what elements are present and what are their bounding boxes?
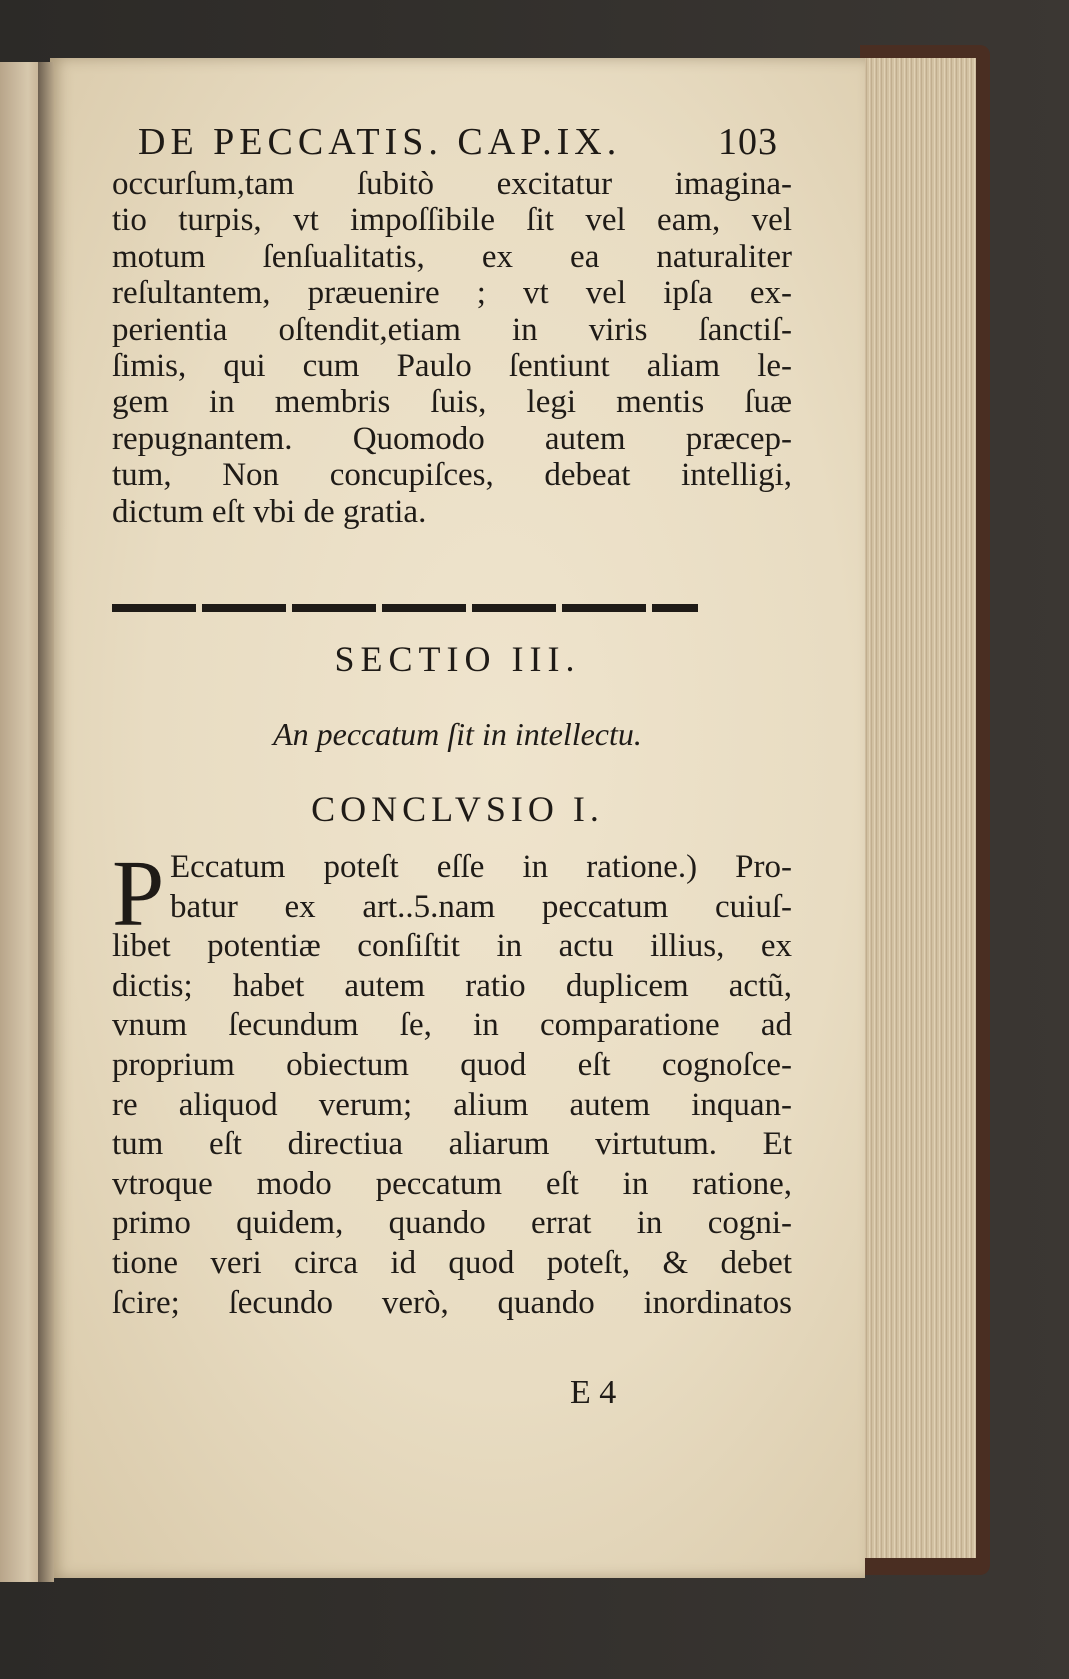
text-line: tum, Non concupiſces, debeat intelligi, bbox=[112, 457, 792, 494]
left-page-edge bbox=[0, 62, 42, 1582]
text-line: perientia oſtendit,etiam in viris ſanctiſ- bbox=[112, 311, 792, 348]
text-line: Eccatum poteſt eſſe in ratione.) Pro- bbox=[170, 849, 792, 885]
section-subtitle: An peccatum ſit in intellectu. bbox=[273, 716, 642, 752]
text-line: reſultantem, præuenire ; vt vel ipſa ex- bbox=[112, 275, 792, 312]
page-edges bbox=[858, 58, 976, 1558]
text-line: ſimis, qui cum Paulo ſentiunt aliam le- bbox=[112, 348, 792, 385]
text-line: dictis; habet autem ratio duplicem actũ, bbox=[112, 967, 792, 1004]
text-line: vnum ſecundum ſe, in comparatione ad bbox=[112, 1007, 792, 1044]
top-paragraph bbox=[112, 166, 792, 530]
section-rule bbox=[112, 604, 698, 612]
text-line: vtroque modo peccatum eſt in ratione, bbox=[112, 1165, 792, 1202]
catchword: E 4 bbox=[570, 1374, 617, 1411]
drop-cap: P bbox=[112, 842, 165, 946]
text-line: occurſum,tam ſubitò excitatur imagina- bbox=[112, 166, 792, 202]
page-number: 103 bbox=[718, 121, 778, 163]
section-heading: SECTIO III. bbox=[334, 639, 581, 679]
running-title: DE PECCATIS. CAP.IX. bbox=[138, 121, 622, 163]
gutter-shadow bbox=[38, 62, 54, 1582]
text-line: batur ex art..5.nam peccatum cuiuſ- bbox=[170, 888, 792, 925]
text-line: primo quidem, quando errat in cogni- bbox=[112, 1205, 792, 1242]
text-line: libet potentiæ conſiſtit in actu illius, ex bbox=[112, 928, 792, 965]
text-line: dictum eſt vbi de gratia. bbox=[112, 493, 427, 530]
text-line: proprium obiectum quod eſt cognoſce- bbox=[112, 1046, 792, 1083]
text-line: repugnantem. Quomodo autem præcep- bbox=[112, 420, 792, 457]
text-line: tum eſt directiua aliarum virtutum. Et bbox=[112, 1126, 792, 1163]
book-page bbox=[50, 58, 865, 1578]
text-line: gem in membris ſuis, legi mentis ſuæ bbox=[112, 384, 792, 421]
running-header bbox=[138, 120, 778, 164]
text-line: re aliquod verum; alium autem inquan- bbox=[112, 1086, 792, 1123]
text-line: tio turpis, vt impoſſibile ſit vel eam, vel bbox=[112, 202, 792, 239]
conclusio-heading: CONCLVSIO I. bbox=[311, 789, 604, 829]
text-line: motum ſenſualitatis, ex ea naturaliter bbox=[112, 238, 792, 275]
body-paragraph bbox=[112, 842, 792, 1323]
text-line: ſcire; ſecundo verò, quando inordinatos bbox=[112, 1284, 792, 1321]
text-line: tione veri circa id quod poteſt, & debet bbox=[112, 1244, 792, 1281]
